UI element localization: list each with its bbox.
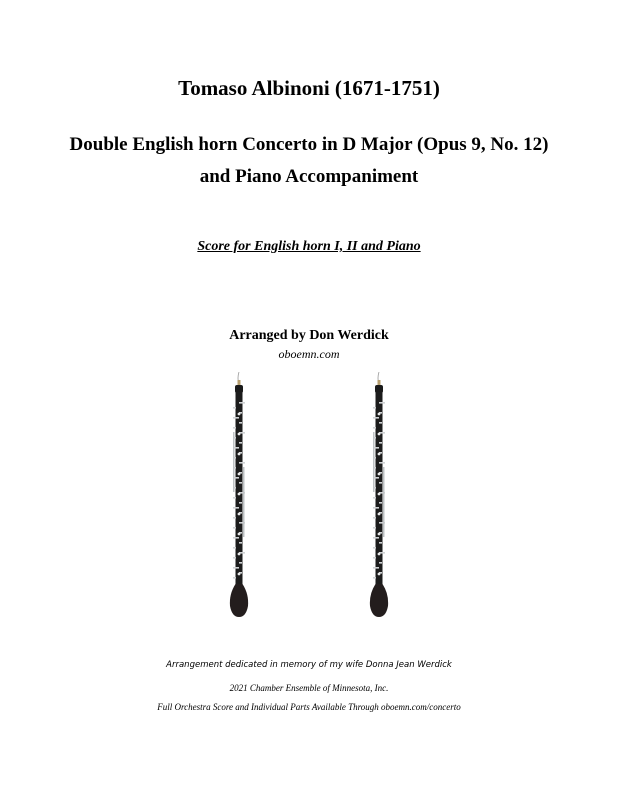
availability: Full Orchestra Score and Individual Parts Available Through oboemn.com/concerto <box>157 702 461 712</box>
website: oboemn.com <box>278 347 340 361</box>
title-line-2: and Piano Accompaniment <box>199 166 419 187</box>
score-type: Score for English horn I, II and Piano <box>197 239 421 254</box>
dedication: Arrangement dedicated in memory of my wife Donna Jean Werdick <box>166 660 452 670</box>
arranger: Arranged by Don Werdick <box>229 328 389 343</box>
copyright: 2021 Chamber Ensemble of Minnesota, Inc. <box>229 683 389 693</box>
composer-heading: Tomaso Albinoni (1671-1751) <box>178 76 440 100</box>
english-horn-icon <box>224 372 254 618</box>
title-line-1: Double English horn Concerto in D Major (Opus 9, No. 12) <box>69 134 549 155</box>
english-horn-icon <box>364 372 394 618</box>
